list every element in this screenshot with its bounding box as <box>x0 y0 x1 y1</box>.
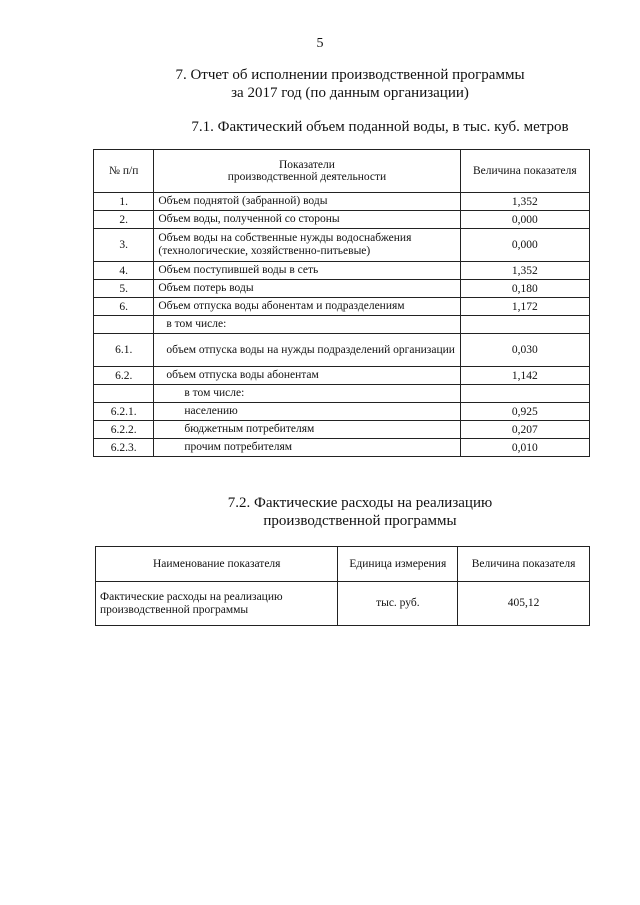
table-header-row <box>94 150 590 193</box>
report-heading <box>140 66 560 102</box>
row-num: 3. <box>94 229 154 262</box>
row-num: 6.2. <box>94 367 154 385</box>
water-volume-table <box>93 149 590 457</box>
table-row <box>94 334 590 367</box>
row-indicator: Объем потерь воды <box>154 280 460 298</box>
row-value: 0,030 <box>460 334 589 367</box>
row-indicator: в том числе: <box>154 385 460 403</box>
row-indicator: Объем поступившей воды в сеть <box>154 262 460 280</box>
table2-title-line1: 7.2. Фактические расходы на реализацию <box>227 495 493 511</box>
expenses-table <box>95 546 590 626</box>
row-value: 0,925 <box>460 403 589 421</box>
table-row <box>94 367 590 385</box>
header-indicator-line2: производственной деятельности <box>227 171 387 183</box>
row-indicator: прочим потребителям <box>154 439 460 457</box>
header-unit: Единица измерения <box>338 547 458 582</box>
header-value: Величина показателя <box>458 547 590 582</box>
table-header-row <box>96 547 590 582</box>
row-num: 4. <box>94 262 154 280</box>
row-indicator: бюджетным потребителям <box>154 421 460 439</box>
row-value: 0,000 <box>460 211 589 229</box>
table-row <box>94 385 590 403</box>
row-value: 1,142 <box>460 367 589 385</box>
row-num: 1. <box>94 193 154 211</box>
row-num: 5. <box>94 280 154 298</box>
row-indicator: в том числе: <box>154 316 460 334</box>
row-value: 0,207 <box>460 421 589 439</box>
table-row <box>94 439 590 457</box>
row-value <box>460 316 589 334</box>
row-indicator: объем отпуска воды на нужды подразделений организации <box>154 334 460 367</box>
table-row <box>94 280 590 298</box>
row-value: 405,12 <box>458 582 590 626</box>
table-row <box>94 211 590 229</box>
row-value: 0,180 <box>460 280 589 298</box>
row-num: 2. <box>94 211 154 229</box>
row-indicator: Объем поднятой (забранной) воды <box>154 193 460 211</box>
page-number: 5 <box>316 36 324 51</box>
row-indicator: Объем воды на собственные нужды водоснабжения (технологические, хозяйственно-питьевые) <box>154 229 460 262</box>
row-value <box>460 385 589 403</box>
table-row <box>94 262 590 280</box>
row-num: 6.2.1. <box>94 403 154 421</box>
header-indicator-name: Наименование показателя <box>96 547 338 582</box>
row-num: 6. <box>94 298 154 316</box>
row-indicator: объем отпуска воды абонентам <box>154 367 460 385</box>
header-num: № п/п <box>94 150 154 193</box>
header-value: Величина показателя <box>460 150 589 193</box>
table2-title <box>160 494 560 530</box>
row-indicator: Объем воды, полученной со стороны <box>154 211 460 229</box>
table-row <box>94 229 590 262</box>
row-indicator: населению <box>154 403 460 421</box>
row-value: 1,352 <box>460 262 589 280</box>
row-value: 0,000 <box>460 229 589 262</box>
report-heading-line2: за 2017 год (по данным организации) <box>231 85 469 101</box>
row-num <box>94 316 154 334</box>
row-value: 1,352 <box>460 193 589 211</box>
row-indicator: Объем отпуска воды абонентам и подразделениям <box>154 298 460 316</box>
row-unit: тыс. руб. <box>338 582 458 626</box>
table1-title: 7.1. Фактический объем поданной воды, в тыс. куб. метров <box>191 119 569 135</box>
table-row <box>94 193 590 211</box>
row-indicator: Фактические расходы на реализацию производственной программы <box>96 582 338 626</box>
row-value: 1,172 <box>460 298 589 316</box>
table-row <box>94 421 590 439</box>
table-row <box>94 316 590 334</box>
table-row <box>96 582 590 626</box>
row-num: 6.2.2. <box>94 421 154 439</box>
report-heading-line1: 7. Отчет об исполнении производственной программы <box>175 67 525 83</box>
table-row <box>94 403 590 421</box>
header-indicator <box>154 150 460 193</box>
row-num: 6.1. <box>94 334 154 367</box>
header-indicator-line1: Показатели <box>278 159 335 171</box>
table2-title-line2: производственной программы <box>263 513 457 529</box>
row-value: 0,010 <box>460 439 589 457</box>
row-num: 6.2.3. <box>94 439 154 457</box>
row-num <box>94 385 154 403</box>
table-row <box>94 298 590 316</box>
